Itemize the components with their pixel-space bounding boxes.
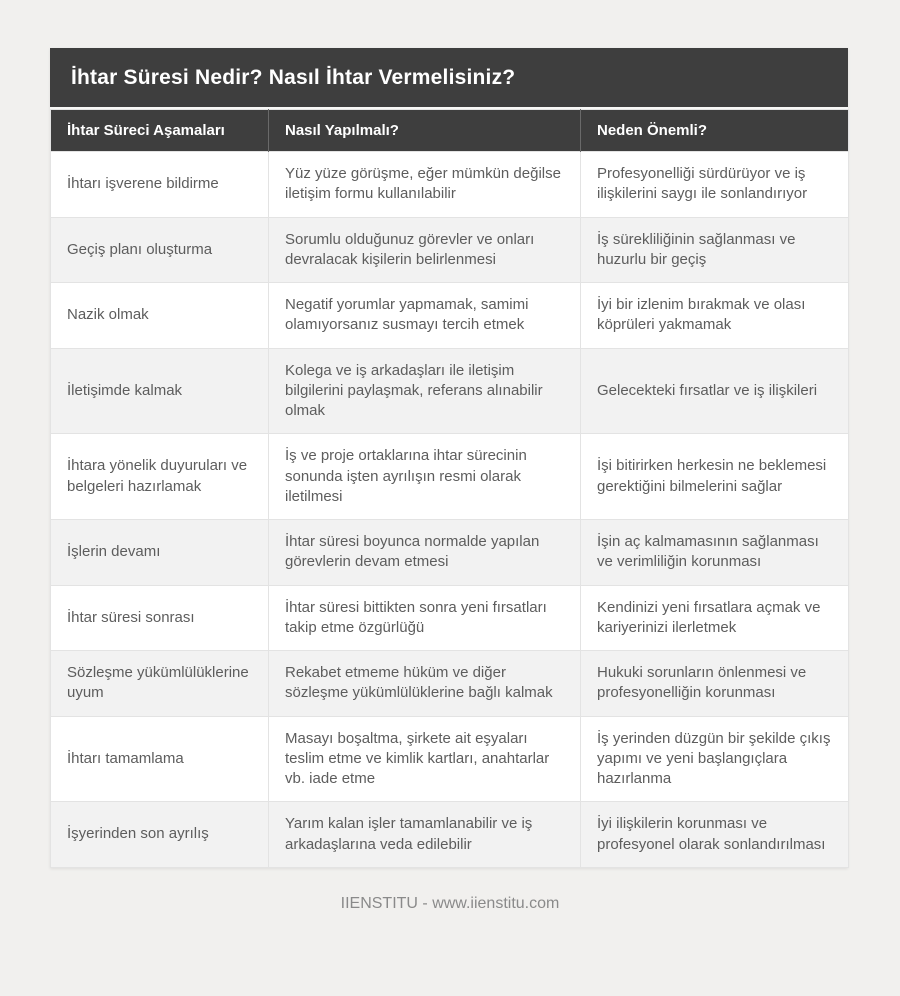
how-cell: Rekabet etmeme hüküm ve diğer sözleşme yükümlülüklerine bağlı kalmak	[269, 651, 581, 717]
table-row	[51, 152, 849, 218]
stage-cell: İhtara yönelik duyuruları ve belgeleri hazırlamak	[51, 434, 269, 520]
column-header-why: Neden Önemli?	[581, 110, 849, 152]
stage-cell: Nazik olmak	[51, 283, 269, 349]
why-cell: İyi ilişkilerin korunması ve profesyonel olarak sonlandırılması	[581, 802, 849, 868]
table-row	[51, 802, 849, 868]
how-cell: Masayı boşaltma, şirkete ait eşyaları teslim etme ve kimlik kartları, anahtarlar vb. iade etme	[269, 716, 581, 802]
table-row	[51, 520, 849, 586]
table-row	[51, 585, 849, 651]
how-cell: Kolega ve iş arkadaşları ile iletişim bilgilerini paylaşmak, referans alınabilir olmak	[269, 348, 581, 434]
how-cell: Sorumlu olduğunuz görevler ve onları devralacak kişilerin belirlenmesi	[269, 217, 581, 283]
page-title: İhtar Süresi Nedir? Nasıl İhtar Vermelisiniz?	[50, 48, 848, 107]
notice-period-table	[50, 109, 849, 868]
stage-cell: İhtar süresi sonrası	[51, 585, 269, 651]
how-cell: İhtar süresi bittikten sonra yeni fırsatları takip etme özgürlüğü	[269, 585, 581, 651]
table-row	[51, 348, 849, 434]
how-cell: Yarım kalan işler tamamlanabilir ve iş arkadaşlarına veda edilebilir	[269, 802, 581, 868]
stage-cell: İhtarı işverene bildirme	[51, 152, 269, 218]
why-cell: Kendinizi yeni fırsatlara açmak ve kariyerinizi ilerletmek	[581, 585, 849, 651]
table-row	[51, 434, 849, 520]
why-cell: İş sürekliliğinin sağlanması ve huzurlu bir geçiş	[581, 217, 849, 283]
why-cell: Hukuki sorunların önlenmesi ve profesyonelliğin korunması	[581, 651, 849, 717]
how-cell: İhtar süresi boyunca normalde yapılan görevlerin devam etmesi	[269, 520, 581, 586]
column-header-how: Nasıl Yapılmalı?	[269, 110, 581, 152]
table-row	[51, 283, 849, 349]
column-header-stage: İhtar Süreci Aşamaları	[51, 110, 269, 152]
table-body	[51, 152, 849, 868]
content-card	[50, 48, 848, 868]
how-cell: Negatif yorumlar yapmamak, samimi olamıyorsanız susmayı tercih etmek	[269, 283, 581, 349]
table-header-row	[51, 110, 849, 152]
stage-cell: Sözleşme yükümlülüklerine uyum	[51, 651, 269, 717]
stage-cell: Geçiş planı oluşturma	[51, 217, 269, 283]
why-cell: Profesyonelliği sürdürüyor ve iş ilişkilerini saygı ile sonlandırıyor	[581, 152, 849, 218]
why-cell: İşin aç kalmamasının sağlanması ve verimliliğin korunması	[581, 520, 849, 586]
how-cell: Yüz yüze görüşme, eğer mümkün değilse iletişim formu kullanılabilir	[269, 152, 581, 218]
how-cell: İş ve proje ortaklarına ihtar sürecinin sonunda işten ayrılışın resmi olarak iletilmesi	[269, 434, 581, 520]
table-row	[51, 217, 849, 283]
footer-credit: IIENSTITU - www.iienstitu.com	[340, 894, 560, 912]
table-header	[51, 110, 849, 152]
why-cell: Gelecekteki fırsatlar ve iş ilişkileri	[581, 348, 849, 434]
table-row	[51, 651, 849, 717]
table-row	[51, 716, 849, 802]
why-cell: İşi bitirirken herkesin ne beklemesi gerektiğini bilmelerini sağlar	[581, 434, 849, 520]
stage-cell: İletişimde kalmak	[51, 348, 269, 434]
stage-cell: İşlerin devamı	[51, 520, 269, 586]
stage-cell: İhtarı tamamlama	[51, 716, 269, 802]
why-cell: İş yerinden düzgün bir şekilde çıkış yapımı ve yeni başlangıçlara hazırlanma	[581, 716, 849, 802]
why-cell: İyi bir izlenim bırakmak ve olası köprüleri yakmamak	[581, 283, 849, 349]
stage-cell: İşyerinden son ayrılış	[51, 802, 269, 868]
